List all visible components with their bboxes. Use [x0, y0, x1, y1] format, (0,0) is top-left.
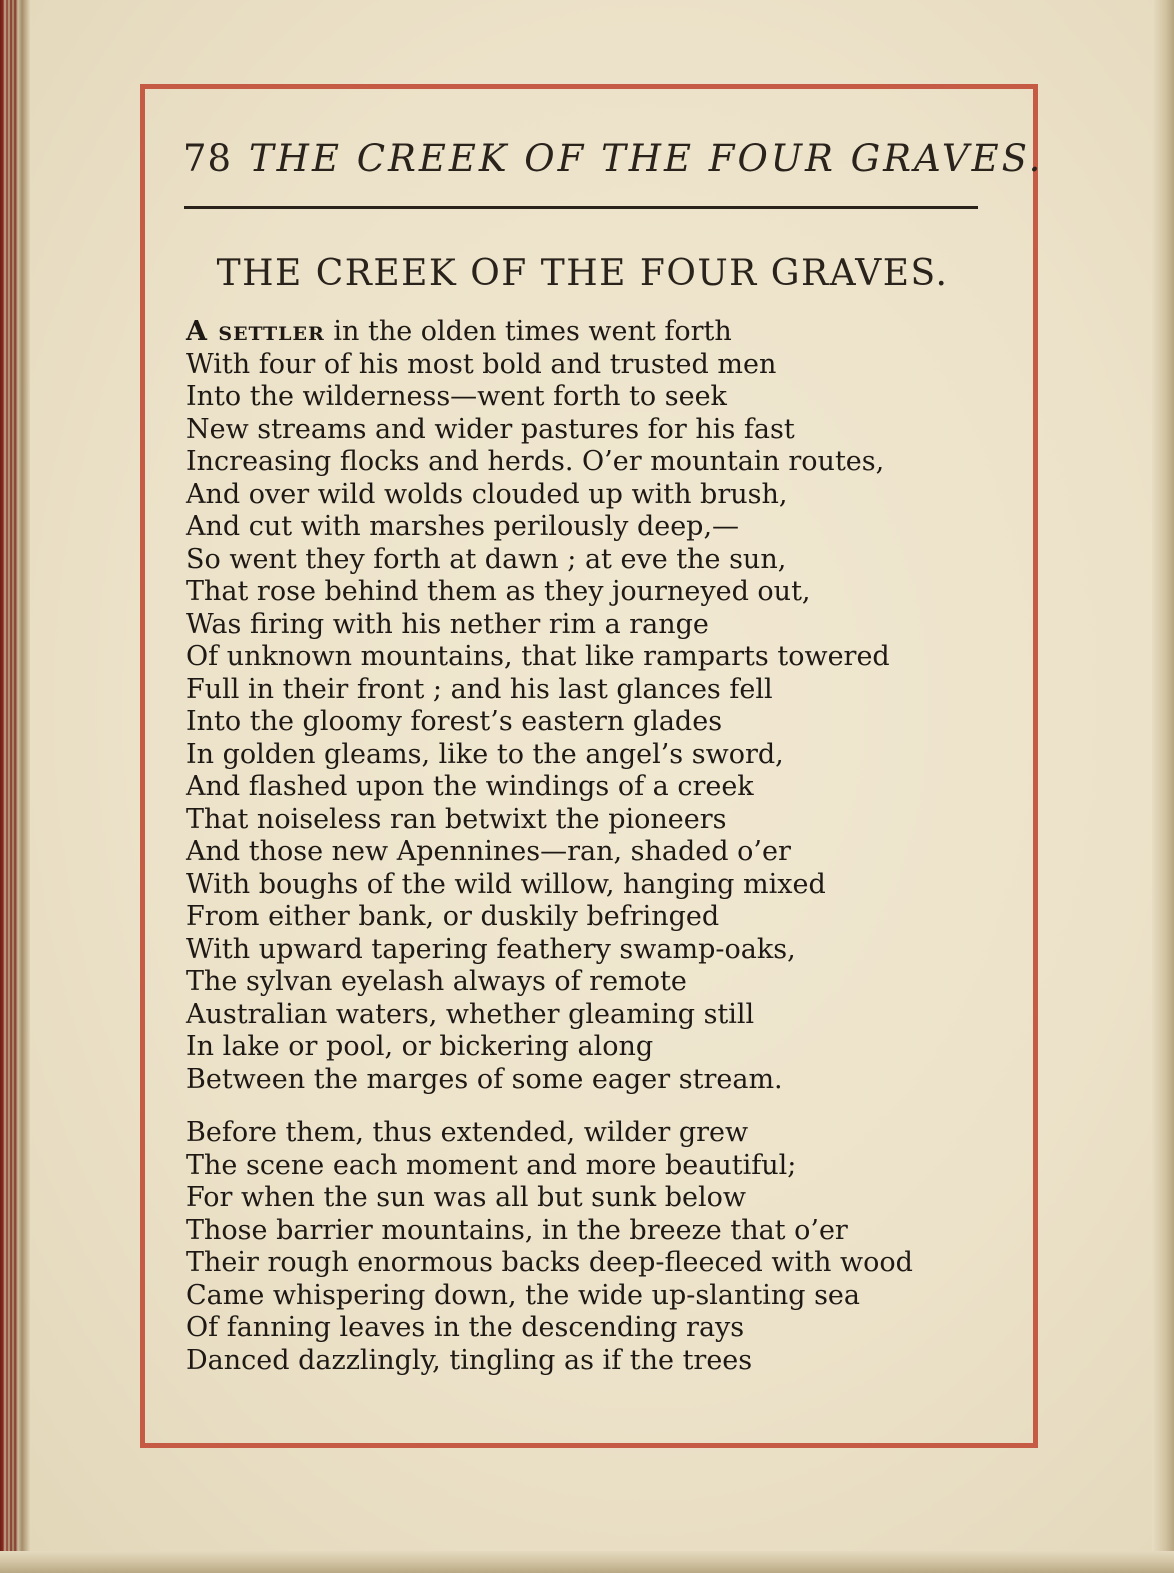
poem-line	[186, 316, 890, 349]
poem-line: From either bank, or duskily befringed	[186, 901, 720, 932]
poem-line: With upward tapering feathery swamp-oaks,	[186, 933, 796, 965]
poem-line: Increasing flocks and herds. O’er mountain routes,	[186, 446, 885, 477]
poem-line: Was firing with his nether rim a range	[186, 608, 709, 640]
poem-line: With four of his most bold and trusted men	[186, 348, 777, 380]
poem-title: THE CREEK OF THE FOUR GRAVES.	[216, 253, 949, 294]
poem-line: And those new Apennines—ran, shaded o’er	[186, 836, 791, 867]
poem-line: Came whispering down, the wide up-slanting sea	[186, 1279, 861, 1311]
opening-words: A settler	[186, 316, 325, 347]
poem-line: Of unknown mountains, that like ramparts towered	[186, 641, 890, 672]
header-rule	[184, 206, 978, 209]
stanza-1	[186, 316, 890, 1096]
page-bottom-edge	[0, 1551, 1174, 1573]
poem-line: Australian waters, whether gleaming still	[186, 998, 755, 1030]
running-head	[183, 137, 1044, 189]
stanza-2	[186, 1117, 913, 1377]
poem-line: Between the marges of some eager stream.	[186, 1063, 783, 1095]
poem-line: New streams and wider pastures for his fast	[186, 413, 795, 445]
page-right-edge	[1152, 0, 1174, 1573]
poem-line: That noiseless ran betwixt the pioneers	[186, 803, 727, 835]
poem-line: For when the sun was all but sunk below	[186, 1182, 747, 1213]
running-title: THE CREEK OF THE FOUR GRAVES.	[249, 137, 1044, 180]
poem-line: Of fanning leaves in the descending rays	[186, 1312, 745, 1343]
poem-line: Their rough enormous backs deep-fleeced with wood	[186, 1247, 913, 1278]
poem-line: And flashed upon the windings of a creek	[186, 771, 754, 802]
poem-line: Danced dazzlingly, tingling as if the trees	[186, 1344, 753, 1376]
poem-line: With boughs of the wild willow, hanging mixed	[186, 868, 826, 900]
poem-line: And over wild wolds clouded up with brush,	[186, 478, 788, 510]
poem-line: In lake or pool, or bickering along	[186, 1031, 654, 1062]
poem-line: And cut with marshes perilously deep,—	[186, 511, 740, 542]
poem-line: The scene each moment and more beautiful;	[186, 1149, 797, 1181]
poem-line: The sylvan eyelash always of remote	[186, 966, 687, 997]
book-binding-edge	[0, 0, 30, 1573]
poem-line: Into the gloomy forest’s eastern glades	[186, 706, 723, 737]
poem-line: That rose behind them as they journeyed out,	[186, 576, 811, 607]
poem-line: Before them, thus extended, wilder grew	[186, 1117, 749, 1148]
poem-line: Those barrier mountains, in the breeze that o’er	[186, 1214, 848, 1246]
poem-line: Into the wilderness—went forth to seek	[186, 381, 727, 412]
poem-line-text: in the olden times went forth	[324, 316, 732, 347]
page-number: 78	[183, 137, 233, 180]
poem-line: Full in their front ; and his last glances fell	[186, 673, 773, 705]
poem-line: In golden gleams, like to the angel’s sword,	[186, 738, 784, 770]
poem-line: So went they forth at dawn ; at eve the sun,	[186, 543, 787, 575]
